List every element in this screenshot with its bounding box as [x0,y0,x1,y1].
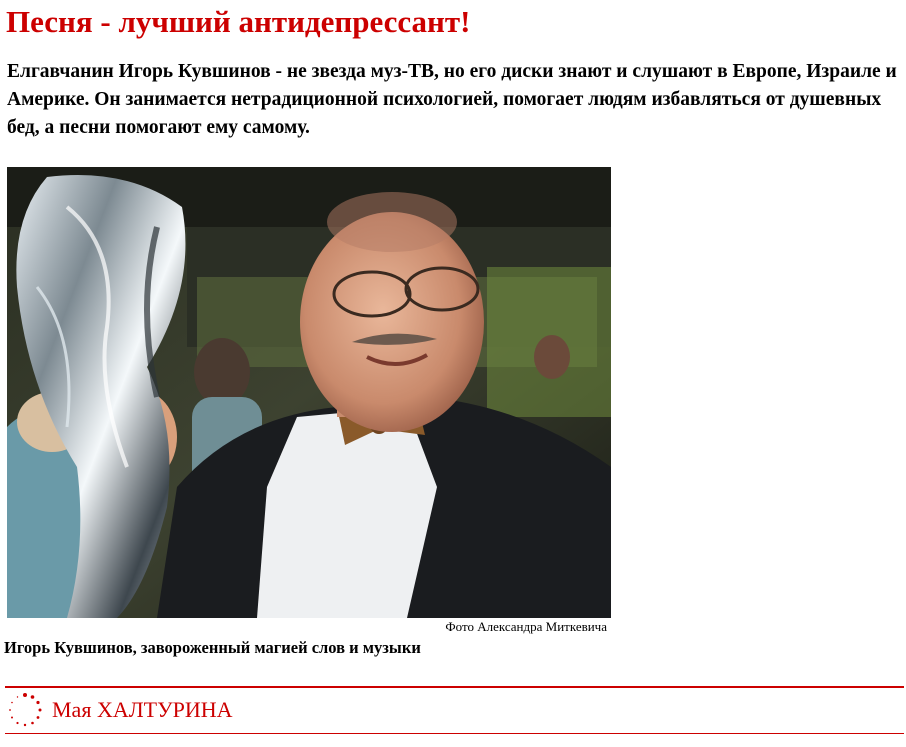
author-name: Мая ХАЛТУРИНА [52,697,233,722]
divider-top [5,686,904,688]
dotted-circle-icon [7,692,43,728]
photo-credit: Фото Александра Миткевича [445,619,607,634]
article-photo [7,167,611,618]
photo-illustration [7,167,611,618]
article-headline: Песня - лучший антидепрессант! [6,4,471,39]
divider-bottom [5,733,904,734]
photo-caption: Игорь Кувшинов, завороженный магией слов и музыки [4,638,421,657]
article-lead: Елгавчанин Игорь Кувшинов - не звезда муз-ТВ, но его диски знают и слушают в Европе, Израиле и Америке. Он занимается нетрадиционной психологией, помогает людям избавляться от душевных бед, а песни помогают ему самому. [7,61,897,138]
